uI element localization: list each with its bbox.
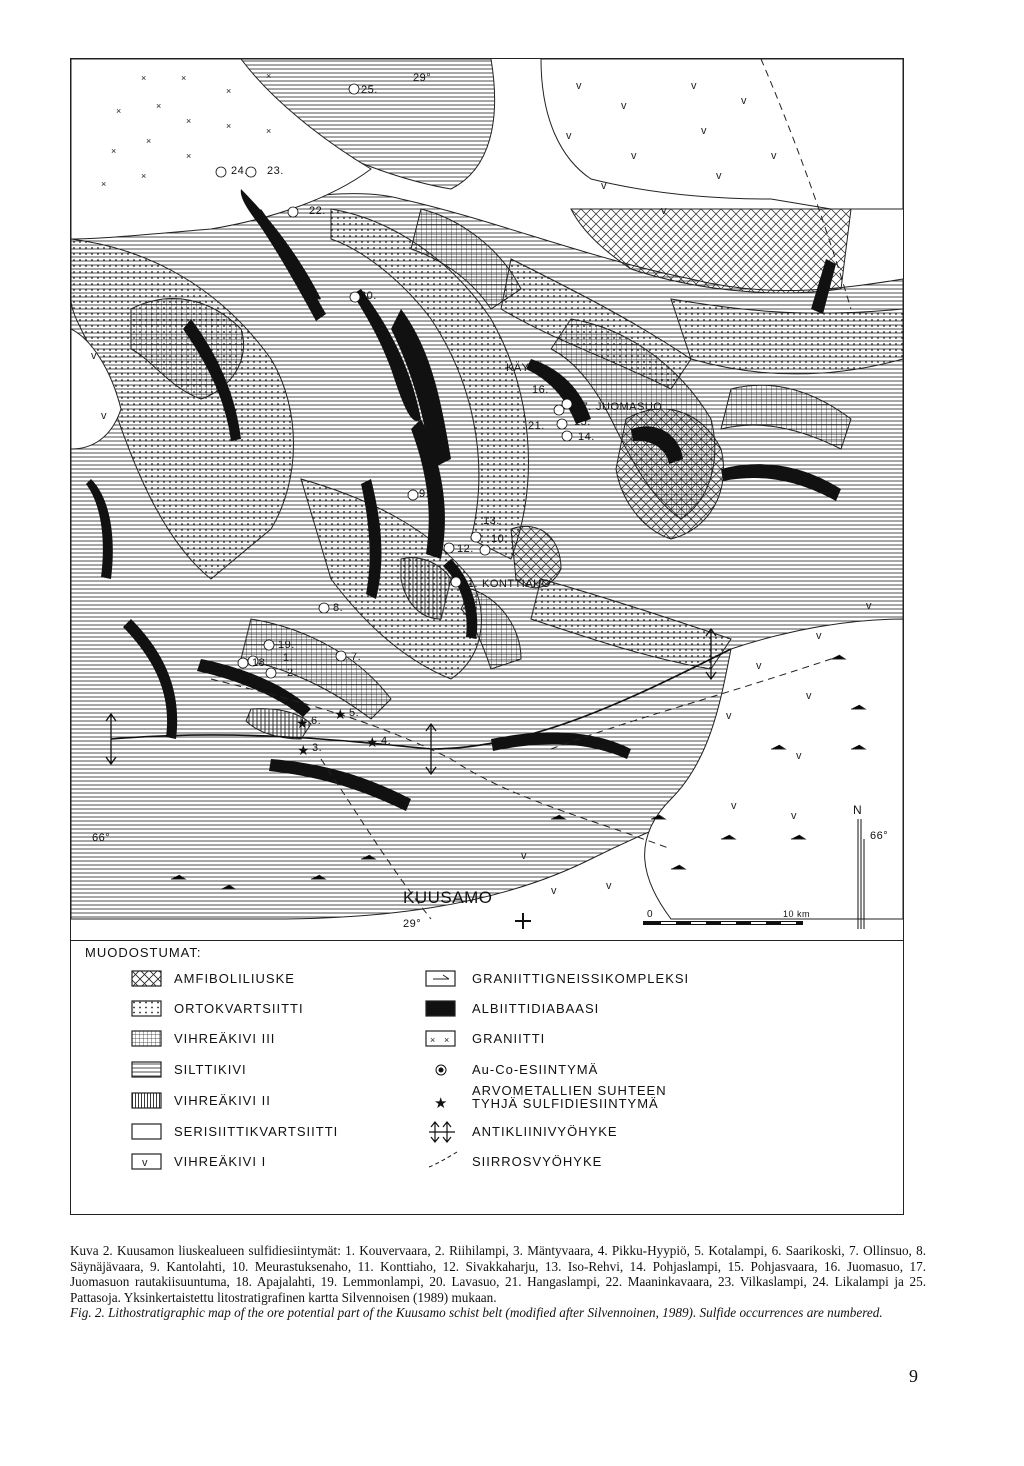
legend-divider (71, 940, 903, 941)
swatch-amphibolite (132, 971, 161, 986)
site-label-17: 17. (575, 401, 592, 413)
site-label-4: 4. (381, 735, 392, 747)
geological-map (71, 59, 903, 939)
swatch-greenstone-iii (132, 1031, 161, 1046)
svg-text:×: × (181, 73, 187, 83)
swatch-siltstone (132, 1062, 161, 1077)
legend-label-albite-diabase: ALBIITTIDIABAASI (472, 1001, 600, 1016)
svg-text:v: v (101, 410, 107, 422)
svg-text:★: ★ (297, 743, 310, 759)
svg-text:v: v (601, 180, 607, 192)
legend-label-greenstone-ii: VIHREÄKIVI II (174, 1093, 271, 1108)
svg-text:×: × (101, 179, 107, 189)
svg-text:v: v (661, 205, 667, 217)
svg-text:★: ★ (296, 716, 309, 732)
swatch-sericite-quartzite (132, 1124, 161, 1139)
site-label-24: 24. (231, 165, 248, 177)
symbol-barren-sulfide-star: ★ (434, 1094, 448, 1112)
swatch-greenstone-ii (132, 1093, 161, 1108)
svg-text:×: × (156, 101, 162, 111)
svg-text:×: × (266, 126, 272, 136)
svg-text:×: × (111, 146, 117, 156)
site-label-12: 12. (457, 543, 474, 555)
site-label-18: 18. (252, 657, 269, 669)
svg-text:v: v (566, 130, 572, 142)
svg-text:×: × (226, 121, 232, 131)
legend-left-swatches (131, 970, 163, 1170)
svg-text:v: v (551, 885, 557, 897)
svg-text:v: v (521, 850, 527, 862)
site-label-15: 15. (574, 416, 591, 428)
site-label-8: 8. (333, 602, 344, 614)
scale-start: 0 (647, 909, 654, 920)
page-number: 9 (909, 1366, 918, 1386)
legend-label-orthoquartzite: ORTOKVARTSIITTI (174, 1001, 304, 1016)
svg-text:v: v (741, 95, 747, 107)
figure-caption (70, 1243, 926, 1321)
svg-text:×: × (226, 86, 232, 96)
svg-text:v: v (606, 880, 612, 892)
svg-text:v: v (816, 630, 822, 642)
site-label-5: 5. (349, 707, 360, 719)
site-label-25: 25. (361, 84, 378, 96)
svg-text:v: v (691, 80, 697, 92)
svg-text:v: v (791, 810, 797, 822)
site-label-22: 22. (309, 205, 326, 217)
right-latitude-label: 66° (870, 830, 889, 842)
svg-text:v: v (142, 1157, 148, 1169)
svg-text:×: × (186, 151, 192, 161)
legend-label-au-co: Au-Co-ESIINTYMÄ (472, 1062, 599, 1077)
left-latitude-label: 66° (92, 832, 111, 844)
legend-label-siltstone: SILTTIKIVI (174, 1062, 247, 1077)
site-label-19: 19. (278, 639, 295, 651)
legend-label-greenstone-iii: VIHREÄKIVI III (174, 1031, 276, 1046)
north-label: N (853, 803, 863, 817)
svg-text:v: v (806, 690, 812, 702)
legend-title: MUODOSTUMAT: (85, 945, 202, 960)
svg-text:×: × (146, 136, 152, 146)
svg-text:★: ★ (366, 735, 379, 751)
caption-english: Fig. 2. Lithostratigraphic map of the ore potential part of the Kuusamo schist belt (modified after Silvennoinen, 1989). Sulfide occurrences are numbered. (70, 1305, 883, 1321)
svg-text:v: v (771, 150, 777, 162)
svg-text:v: v (796, 750, 802, 762)
svg-text:v: v (756, 660, 762, 672)
town-label: KUUSAMO (403, 888, 493, 907)
legend-label-granite: GRANIITTI (472, 1031, 546, 1046)
site-label-11: 11. (462, 578, 478, 590)
site-label-13: 13. (483, 515, 500, 527)
site-label-16: 16. (532, 384, 549, 396)
svg-text:×: × (116, 106, 122, 116)
site-label-7: 7. (351, 651, 362, 663)
site-label-11-name: KONTTIAHO (482, 578, 551, 590)
svg-text:v: v (91, 350, 97, 362)
svg-text:v: v (731, 800, 737, 812)
site-label-14: 14. (578, 431, 595, 443)
swatch-orthoquartzite (132, 1001, 161, 1016)
site-label-6: 6. (311, 715, 322, 727)
scale-end: 10 km (783, 909, 811, 919)
svg-text:v: v (621, 100, 627, 112)
svg-text:★: ★ (334, 707, 347, 723)
site-label-21: 21. (528, 420, 545, 432)
site-label-10: 10. (491, 533, 508, 545)
place-kayla: KÄYLÄ (506, 362, 544, 374)
legend-label-fault: SIIRROSVYÖHYKE (472, 1154, 603, 1169)
legend-right-symbols (425, 970, 465, 1170)
svg-text:×: × (141, 171, 147, 181)
site-label-20: 20. (360, 290, 377, 302)
symbol-fault-zone (429, 1152, 457, 1167)
top-longitude-label: 29° (413, 72, 432, 84)
svg-text:v: v (866, 600, 872, 612)
legend-label-barren-sulfide: ARVOMETALLIEN SUHTEEN TYHJÄ SULFIDIESIINTYMÄ (472, 1083, 667, 1111)
legend-label-amphibolite: AMFIBOLILIUSKE (174, 971, 295, 986)
site-label-23: 23. (267, 165, 284, 177)
symbol-anticline (429, 1122, 455, 1142)
legend-label-anticline: ANTIKLIINIVYÖHYKE (472, 1124, 618, 1139)
legend-label-greenstone-i: VIHREÄKIVI I (174, 1154, 267, 1169)
site-label-1: 1. (283, 652, 294, 664)
site-label-9: 9. (419, 488, 430, 500)
site-label-2: 2. (287, 667, 298, 679)
svg-text:v: v (716, 170, 722, 182)
svg-text:v: v (726, 710, 732, 722)
svg-text:×: × (141, 73, 147, 83)
legend-label-sericite-quartzite: SERISIITTIKVARTSIITTI (174, 1124, 339, 1139)
svg-text:×: × (444, 1035, 450, 1045)
svg-text:×: × (186, 116, 192, 126)
svg-text:×: × (266, 71, 272, 81)
site-label-3: 3. (312, 742, 323, 754)
svg-text:v: v (631, 150, 637, 162)
svg-text:×: × (430, 1035, 436, 1045)
bottom-longitude-label: 29° (403, 918, 422, 930)
legend-label-granite-gneiss: GRANIITTIGNEISSIKOMPLEKSI (472, 971, 690, 986)
caption-finnish: Kuva 2. Kuusamon liuskealueen sulfidiesiintymät: 1. Kouvervaara, 2. Riihilampi, 3. Mäntyvaara, 4. Pikku-Hyypiö, 5. Kotalampi, 6. Saarikoski, 7. Ollinsuo, 8. Säynäjävaara, 9. Kantolahti, 10. Meurastuksenaho, 11. Konttiaho, 12. Sivakkaharju, 13. Iso-Rehvi, 14. Pohjaslampi, 15. Pohjasvaara, 16. Juomasuo, 17. Juomasuon rautakiisuuntuma, 18. Apajalahti, 19. Lemmonlampi, 20. Lavasuo, 21. Hangaslampi, 22. Maaninkavaara, 23. Vilkaslampi, 24. Likalampi ja 25. Pattasoja. Yksinkertaistettu litostratigrafinen kartta Silvennoisen (1989) mukaan. (70, 1243, 926, 1305)
svg-text:v: v (701, 125, 707, 137)
symbol-albite-diabase (426, 1001, 455, 1016)
site-label-17-name: JUOMASUO (596, 401, 663, 413)
svg-text:v: v (576, 80, 582, 92)
